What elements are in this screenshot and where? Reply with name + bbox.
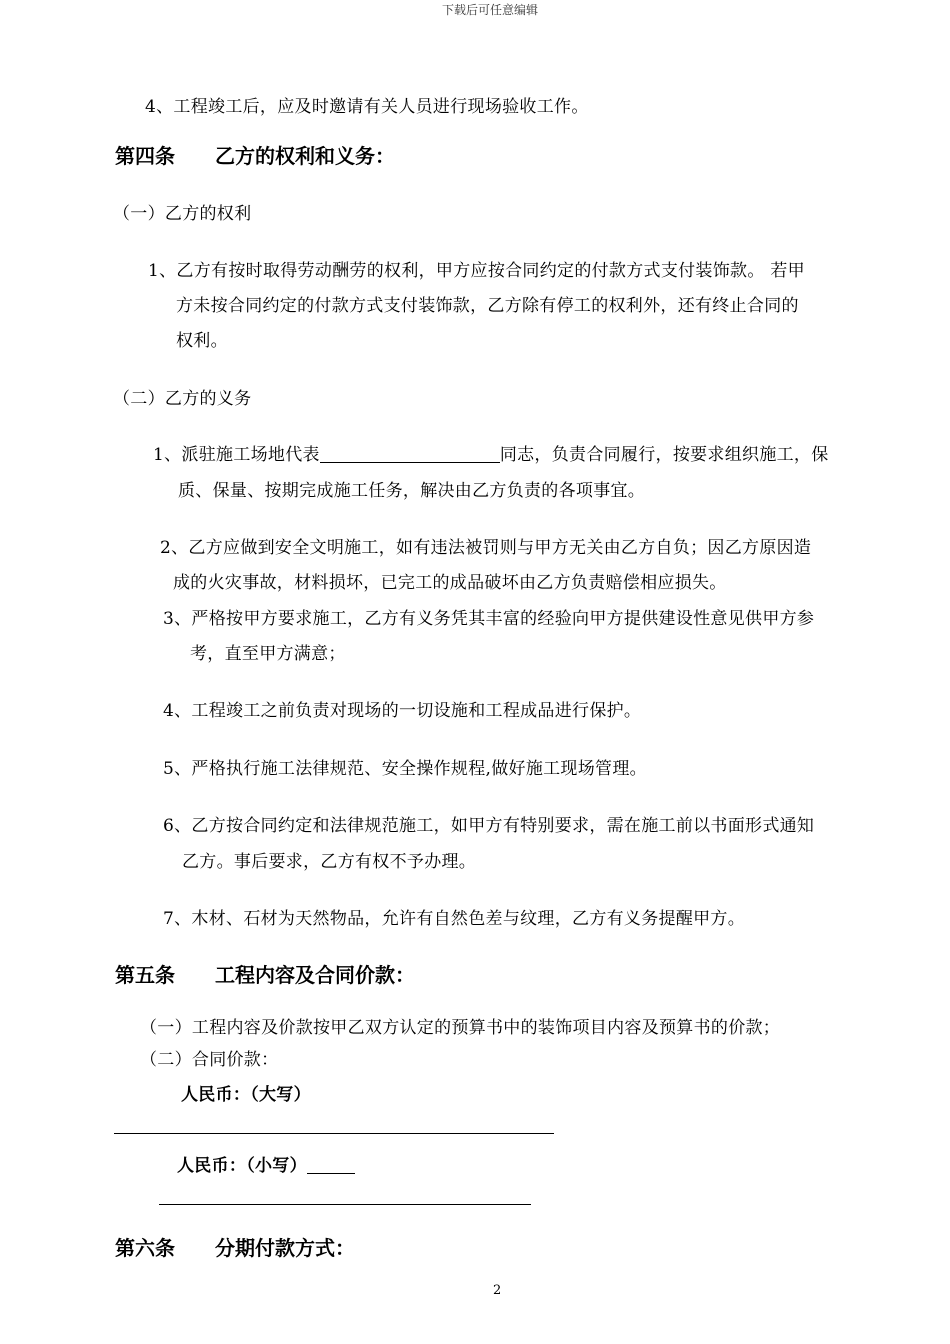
rmb-upper-label: 人民币：（大写） xyxy=(181,1085,311,1105)
duty-5: 5、严格执行施工法律规范、安全操作规程,做好施工现场管理。 xyxy=(163,759,647,779)
duty-1-line-2: 质、保量、按期完成施工任务，解决由乙方负责的各项事宜。 xyxy=(178,481,646,501)
article-title: 分期付款方式： xyxy=(215,1236,355,1260)
page-number: 2 xyxy=(493,1283,502,1298)
rights-1-line-2: 方未按合同约定的付款方式支付装饰款，乙方除有停工的权利外，还有终止合同的 xyxy=(176,296,799,316)
rmb-lower-blank[interactable] xyxy=(159,1204,531,1205)
article-5-heading xyxy=(115,959,415,988)
duty-1-post: 同志，负责合同履行，按要求组织施工，保 xyxy=(499,445,829,465)
page-header-note: 下载后可任意编辑 xyxy=(442,3,539,17)
duty-2-line-2: 成的火灾事故，材料损坏，已完工的成品破坏由乙方负责赔偿相应损失。 xyxy=(173,573,727,593)
article-6-heading xyxy=(115,1232,355,1261)
duty-7: 7、木材、石材为天然物品，允许有自然色差与纹理，乙方有义务提醒甲方。 xyxy=(163,909,746,929)
duty-6-line-1: 6、乙方按合同约定和法律规范施工，如甲方有特别要求，需在施工前以书面形式通知 xyxy=(163,816,815,836)
duty-1-line-1 xyxy=(153,440,829,465)
rights-1-line-3: 权利。 xyxy=(176,331,228,351)
rights-1-line-1: 1、乙方有按时取得劳动酬劳的权利，甲方应按合同约定的付款方式支付装饰款。 若甲 xyxy=(148,261,805,281)
article-title: 工程内容及合同价款： xyxy=(215,963,415,987)
art5-item-2: （二）合同价款： xyxy=(140,1050,279,1070)
duty-3-line-1: 3、严格按甲方要求施工，乙方有义务凭其丰富的经验向甲方提供建设性意见供甲方参 xyxy=(163,609,815,629)
rmb-lower-label: 人民币：（小写） xyxy=(177,1156,307,1176)
duty-2-line-1: 2、乙方应做到安全文明施工，如有违法被罚则与甲方无关由乙方自负；因乙方原因造 xyxy=(160,538,812,558)
duty-4: 4、工程竣工之前负责对现场的一切设施和工程成品进行保护。 xyxy=(163,701,642,721)
article-title: 乙方的权利和义务： xyxy=(215,144,395,168)
rmb-lower-line xyxy=(177,1151,355,1176)
art5-item-1: （一）工程内容及价款按甲乙双方认定的预算书中的装饰项目内容及预算书的价款； xyxy=(140,1018,781,1038)
representative-blank[interactable] xyxy=(320,444,500,463)
rights-heading: （一）乙方的权利 xyxy=(113,204,252,224)
duty-3-line-2: 考，直至甲方满意； xyxy=(190,644,346,664)
duty-1-pre: 1、派驻施工场地代表 xyxy=(153,445,320,465)
duties-heading: （二）乙方的义务 xyxy=(113,389,252,409)
article-4-heading xyxy=(115,140,395,169)
rmb-upper-blank[interactable] xyxy=(114,1133,554,1134)
rmb-lower-blank-short[interactable] xyxy=(307,1155,355,1174)
article-number: 第五条 xyxy=(115,963,175,987)
article-number: 第六条 xyxy=(115,1236,175,1260)
duty-6-line-2: 乙方。事后要求，乙方有权不予办理。 xyxy=(182,852,477,872)
article-number: 第四条 xyxy=(115,144,175,168)
item-4-completion: 4、工程竣工后，应及时邀请有关人员进行现场验收工作。 xyxy=(145,97,589,117)
